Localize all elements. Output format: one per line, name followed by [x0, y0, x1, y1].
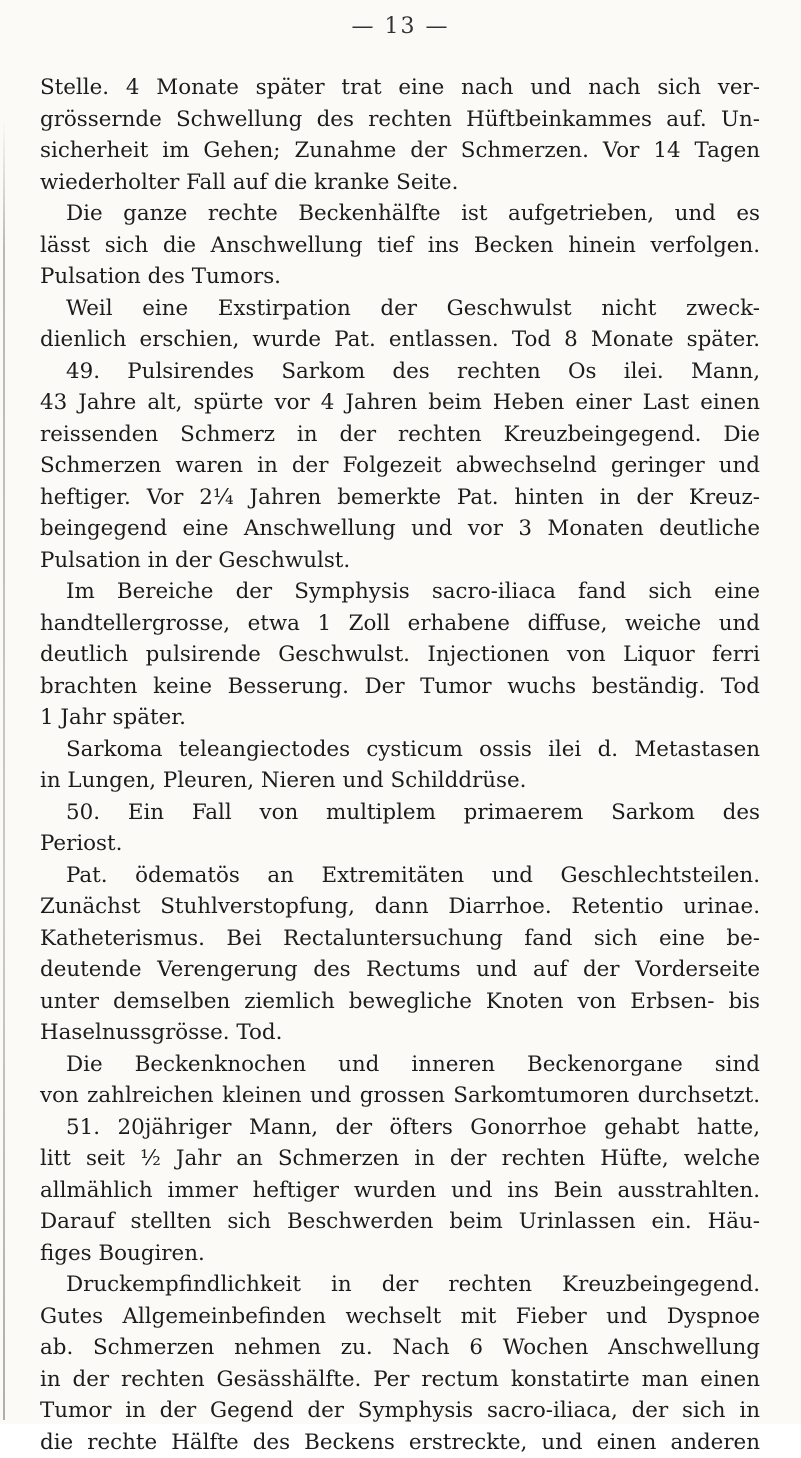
text-line: figes Bougiren.: [40, 1238, 760, 1270]
text-line: in der rechten Gesässhälfte. Per rectum konstatirte man einen: [40, 1364, 760, 1396]
text-line: dienlich erschien, wurde Pat. entlassen. Tod 8 Monate später.: [40, 324, 760, 356]
text-line: Pulsation in der Geschwulst.: [40, 545, 760, 577]
text-line: Druckempfindlichkeit in der rechten Kreuzbeingegend.: [40, 1269, 760, 1301]
body-text: [40, 72, 760, 1458]
text-line: 1 Jahr später.: [40, 702, 760, 734]
text-line: litt seit ½ Jahr an Schmerzen in der rechten Hüfte, welche: [40, 1143, 760, 1175]
text-line: Haselnussgrösse. Tod.: [40, 1017, 760, 1049]
text-line: brachten keine Besserung. Der Tumor wuchs beständig. Tod: [40, 671, 760, 703]
text-line: handtellergrosse, etwa 1 Zoll erhabene diffuse, weiche und: [40, 608, 760, 640]
text-line: Darauf stellten sich Beschwerden beim Urinlassen ein. Häu-: [40, 1206, 760, 1238]
text-line: 43 Jahre alt, spürte vor 4 Jahren beim Heben einer Last einen: [40, 387, 760, 419]
text-line: 51. 20jähriger Mann, der öfters Gonorrhoe gehabt hatte,: [40, 1112, 760, 1144]
text-line: unter demselben ziemlich bewegliche Knoten von Erbsen- bis: [40, 986, 760, 1018]
text-line: Im Bereiche der Symphysis sacro-iliaca fand sich eine: [40, 576, 760, 608]
text-line: reissenden Schmerz in der rechten Kreuzbeingegend. Die: [40, 419, 760, 451]
text-line: Stelle. 4 Monate später trat eine nach und nach sich ver-: [40, 72, 760, 104]
text-line: beingegend eine Anschwellung und vor 3 Monaten deutliche: [40, 513, 760, 545]
text-line: deutende Verengerung des Rectums und auf der Vorderseite: [40, 954, 760, 986]
text-line: wiederholter Fall auf die kranke Seite.: [40, 167, 760, 199]
text-line: grössernde Schwellung des rechten Hüftbeinkammes auf. Un-: [40, 104, 760, 136]
text-line: Tumor in der Gegend der Symphysis sacro-iliaca, der sich in: [40, 1395, 760, 1427]
text-line: ab. Schmerzen nehmen zu. Nach 6 Wochen Anschwellung: [40, 1332, 760, 1364]
text-line: Weil eine Exstirpation der Geschwulst nicht zweck-: [40, 293, 760, 325]
text-line: 50. Ein Fall von multiplem primaerem Sarkom des: [40, 797, 760, 829]
text-line: die rechte Hälfte des Beckens erstreckte, und einen anderen: [40, 1427, 760, 1458]
text-line: lässt sich die Anschwellung tief ins Becken hinein verfolgen.: [40, 230, 760, 262]
text-line: 49. Pulsirendes Sarkom des rechten Os ilei. Mann,: [40, 356, 760, 388]
text-line: Pulsation des Tumors.: [40, 261, 760, 293]
text-line: deutlich pulsirende Geschwulst. Injectionen von Liquor ferri: [40, 639, 760, 671]
text-line: Die ganze rechte Beckenhälfte ist aufgetrieben, und es: [40, 198, 760, 230]
text-line: Sarkoma teleangiectodes cysticum ossis ilei d. Metastasen: [40, 734, 760, 766]
text-line: Gutes Allgemeinbefinden wechselt mit Fieber und Dyspnoe: [40, 1301, 760, 1333]
text-line: Die Beckenknochen und inneren Beckenorgane sind: [40, 1049, 760, 1081]
text-line: Katheterismus. Bei Rectaluntersuchung fand sich eine be-: [40, 923, 760, 955]
text-line: in Lungen, Pleuren, Nieren und Schilddrüse.: [40, 765, 760, 797]
text-line: Pat. ödematös an Extremitäten und Geschlechtsteilen.: [40, 860, 760, 892]
text-line: allmählich immer heftiger wurden und ins Bein ausstrahlten.: [40, 1175, 760, 1207]
text-line: heftiger. Vor 2¼ Jahren bemerkte Pat. hinten in der Kreuz-: [40, 482, 760, 514]
text-line: Zunächst Stuhlverstopfung, dann Diarrhoe. Retentio urinae.: [40, 891, 760, 923]
text-line: Schmerzen waren in der Folgezeit abwechselnd geringer und: [40, 450, 760, 482]
text-line: von zahlreichen kleinen und grossen Sarkomtumoren durchsetzt.: [40, 1080, 760, 1112]
page-number: — 13 —: [0, 14, 801, 39]
text-line: Periost.: [40, 828, 760, 860]
binding-edge-shadow: [3, 120, 5, 1420]
text-line: sicherheit im Gehen; Zunahme der Schmerzen. Vor 14 Tagen: [40, 135, 760, 167]
